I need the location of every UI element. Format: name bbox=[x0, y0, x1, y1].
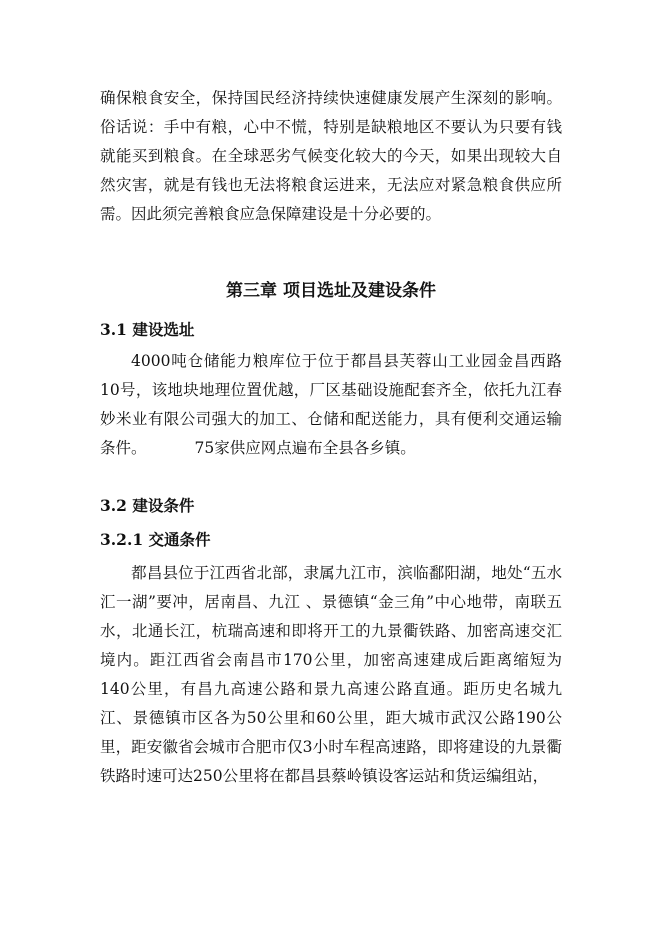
section-3-1-body-tail: 75家供应网点遍布全县各乡镇。 bbox=[194, 439, 416, 457]
section-3-2-1-body bbox=[100, 559, 562, 791]
section-3-2-1-body-text: 都昌县位于江西省北部，隶属九江市，滨临鄱阳湖，地处“五水汇一湖”要冲，居南昌、九江 、景德镇“金三角”中心地带，南联五水，北通长江，杭瑞高速和即将开工的九景衢铁路、加密高速交汇境内。距江西省会南昌市170公里，加密高速建成后距离缩短为140公里，有昌九高速公路和景九高速公路直通。距历史名城九江、景德镇市区各为50公里和60公里，距大城市武汉公路190公里，距安徽省会城市合肥市仅3小时车程高速路，即将建设的九景衢铁路时速可达250公里将在都昌县蔡岭镇设客运站和货运编组站， bbox=[100, 564, 562, 785]
section-3-2-heading: 3.2 建设条件 bbox=[100, 496, 195, 515]
intro-paragraph: 确保粮食安全，保持国民经济持续快速健康发展产生深刻的影响。俗话说：手中有粮，心中不慌，特别是缺粮地区不要认为只要有钱就能买到粮食。在全球恶劣气候变化较大的今天，如果出现较大自然灾害，就是有钱也无法将粮食运进来，无法应对紧急粮食供应所需。因此须完善粮食应急保障建设是十分必要的。 bbox=[100, 89, 562, 223]
section-3-1-body bbox=[100, 347, 562, 463]
section-3-1-heading: 3.1 建设选址 bbox=[100, 320, 195, 339]
section-3-2-1-heading: 3.2.1 交通条件 bbox=[100, 530, 211, 549]
section-3-1-body-main: 4000吨仓储能力粮库位于位于都昌县芙蓉山工业园金昌西路10号，该地块地理位置优越，厂区基础设施配套齐全，依托九江春妙米业有限公司强大的加工、仓储和配送能力，具有便利交通运输条件。 bbox=[100, 352, 562, 457]
chapter-title: 第三章 项目选址及建设条件 bbox=[226, 281, 436, 301]
